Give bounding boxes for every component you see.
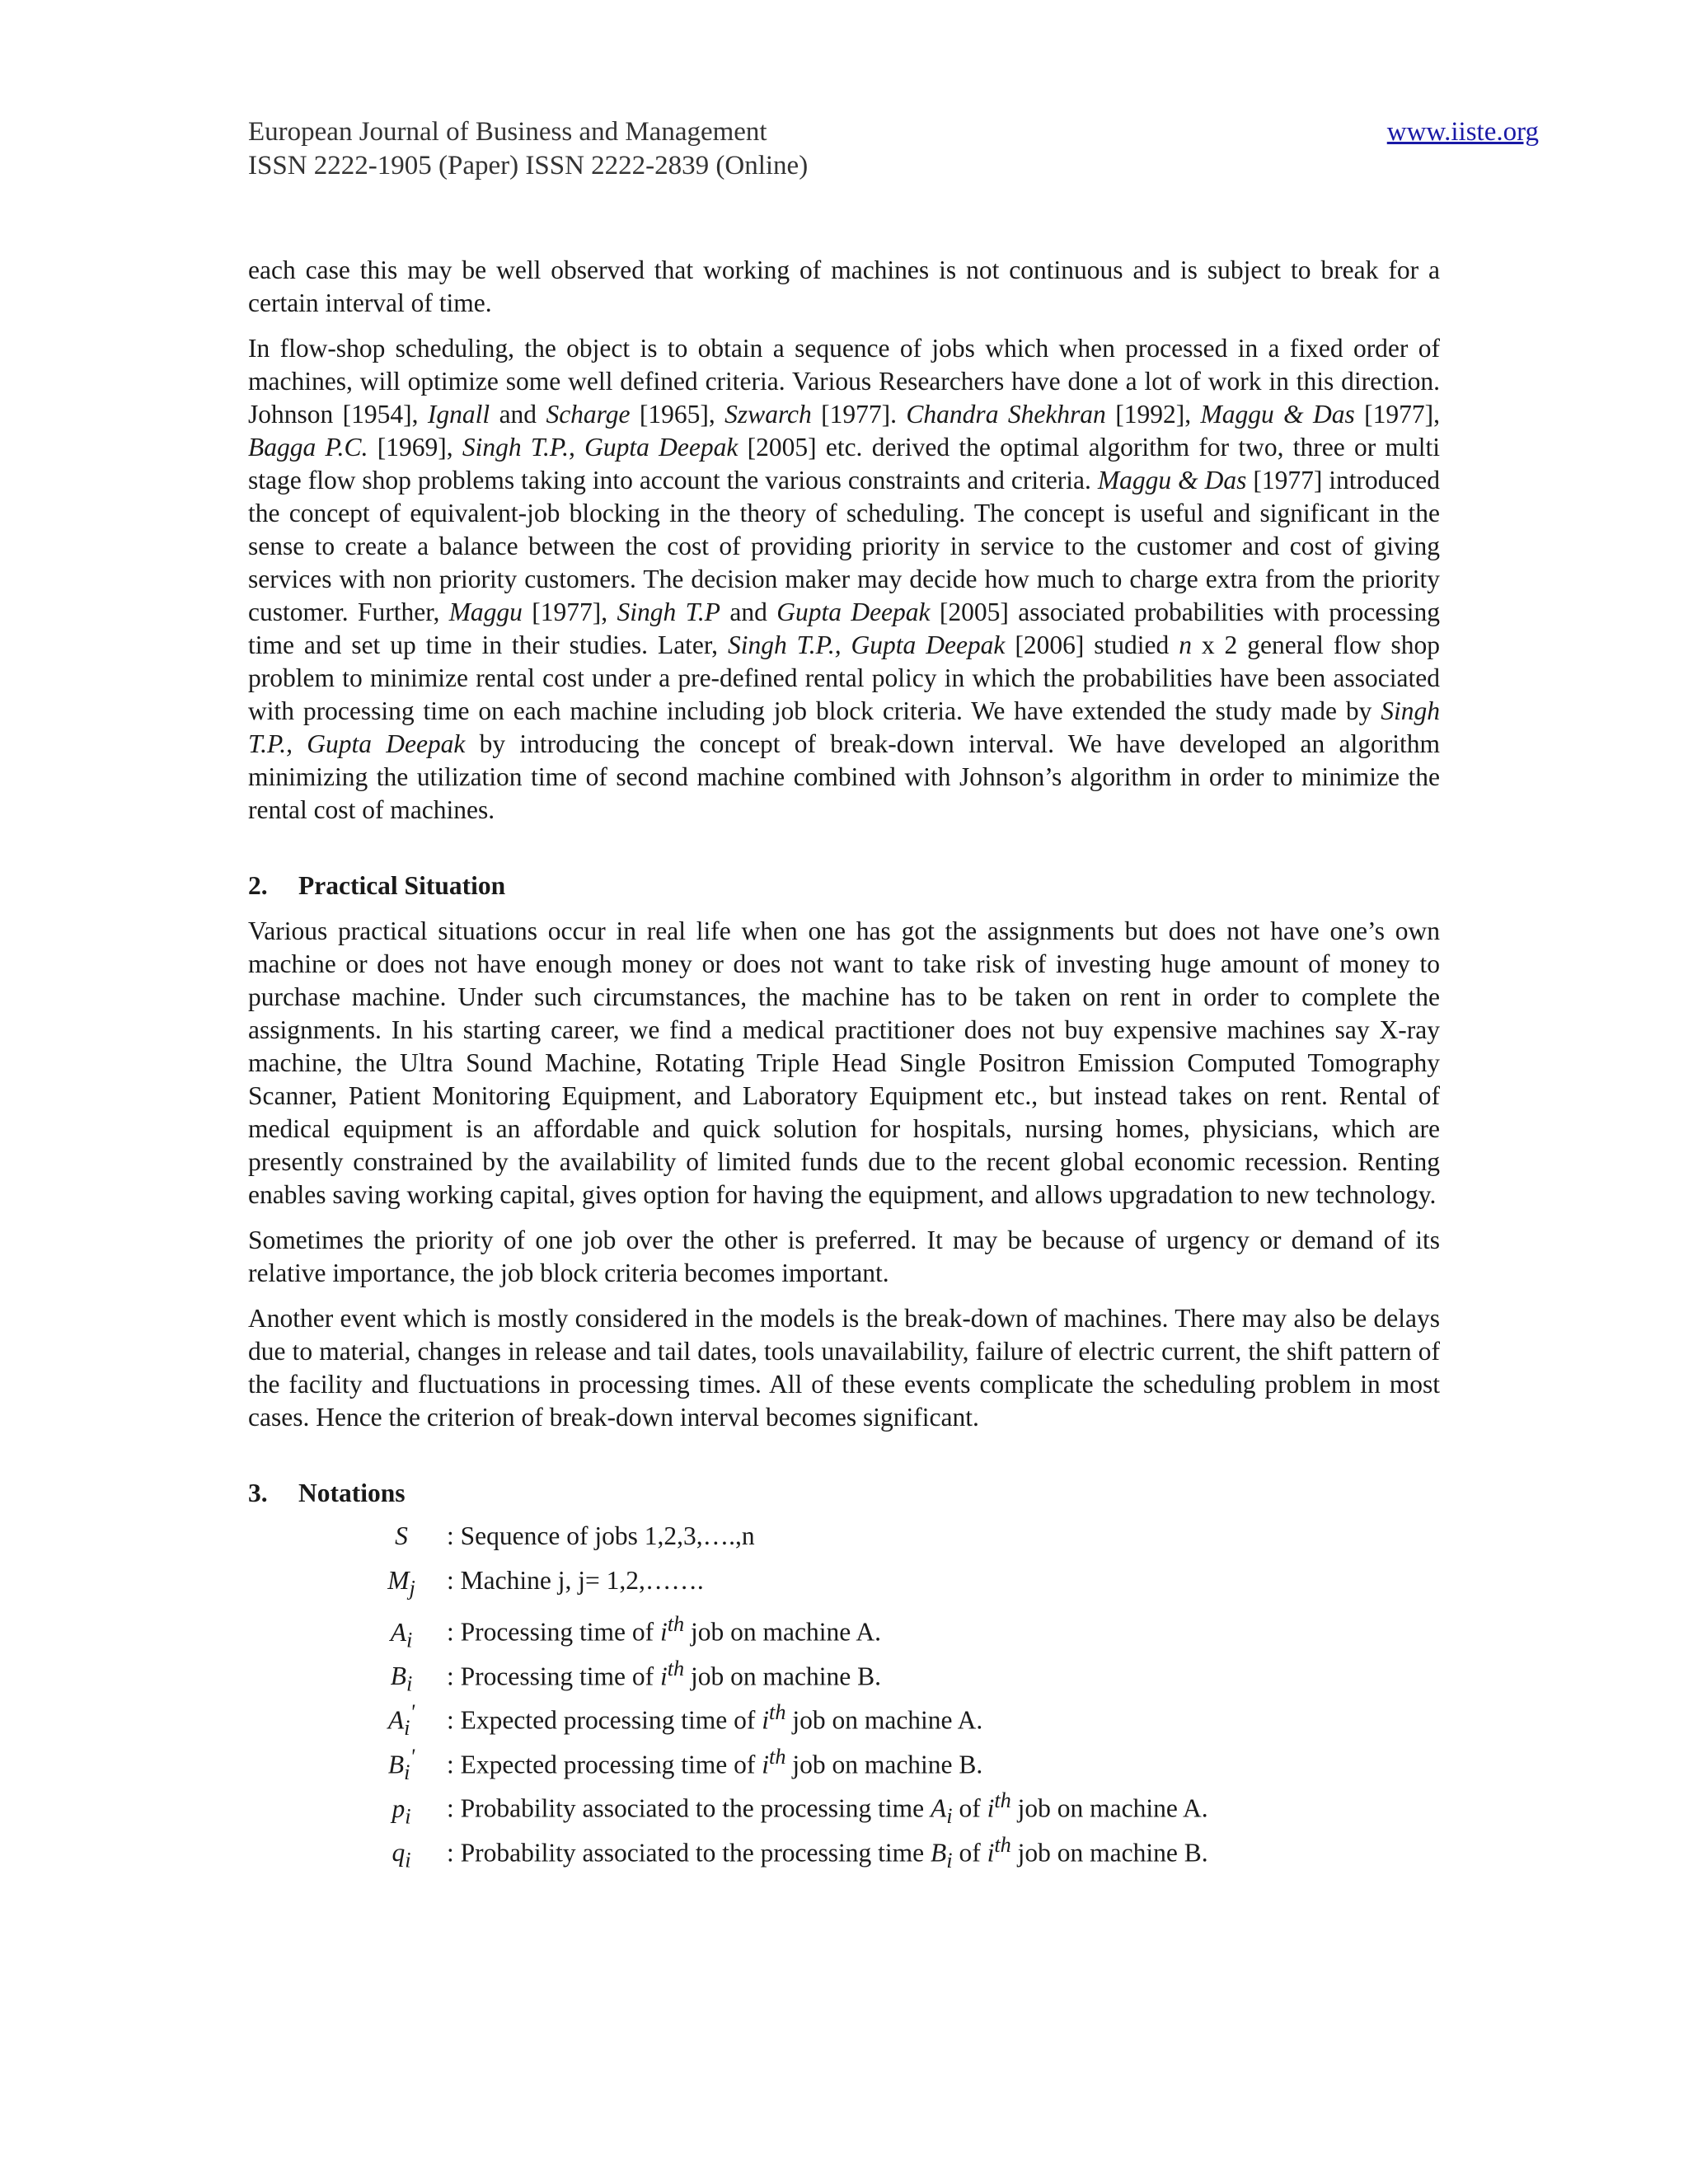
notation-row bbox=[356, 1652, 1440, 1697]
notation-description: : Machine j, j= 1,2,……. bbox=[447, 1565, 704, 1595]
page-header bbox=[248, 115, 1539, 183]
notation-symbol: $B_i'$ bbox=[387, 1744, 415, 1784]
article-body bbox=[248, 254, 1440, 1872]
notation-description: : Expected processing time of $i^{th}$ job on machine B. bbox=[447, 1744, 983, 1779]
notation-symbol: $q_i$ bbox=[392, 1838, 411, 1872]
notation-list bbox=[356, 1520, 1440, 1872]
notation-description: : Probability associated to the processing time $B_i$ of $i^{th}$ job on machine B. bbox=[447, 1832, 1208, 1872]
notation-description: : Sequence of jobs 1,2,3,….,n bbox=[447, 1521, 755, 1550]
notation-row bbox=[356, 1608, 1440, 1652]
notation-symbol: $p_i$ bbox=[392, 1793, 411, 1828]
website-link[interactable]: www.iiste.org bbox=[1386, 117, 1539, 147]
intro-paragraph-2: In flow-shop scheduling, the object is to obtain a sequence of jobs which when processed in a fixed order of machines, will optimize some well defined criteria. Various Researchers have done a lot of work in this direction. Johnson [1954], Ignall and Scharge [1965], Szwarch [1977]. Chandra Shekhran [1992], Maggu & Das [1977], Bagga P.C. [1969], Singh T.P., Gupta Deepak [2005] etc. derived the optimal algorithm for two, three or multi stage flow shop problems taking into account the various constraints and criteria. Maggu & Das [1977] introduced the concept of equivalent-job blocking in the theory of scheduling. The concept is useful and significant in the sense to create a balance between the cost of providing priority in service to the customer and cost of giving services with non priority customers. The decision maker may decide how much to charge extra from the priority customer. Further, Maggu [1977], Singh T.P and Gupta Deepak [2005] associated probabilities with processing time and set up time in their studies. Later, Singh T.P., Gupta Deepak [2006] studied n x 2 general flow shop problem to minimize rental cost under a pre-defined rental policy in which the probabilities have been associated with processing time on each machine including job block criteria. We have extended the study made by Singh T.P., Gupta Deepak by introducing the concept of break-down interval. We have developed an algorithm minimizing the utilization time of second machine combined with Johnson’s algorithm in order to minimize the rental cost of machines. bbox=[248, 334, 1441, 824]
journal-title: European Journal of Business and Management bbox=[248, 117, 767, 147]
notation-symbol: $A_i$ bbox=[390, 1617, 413, 1652]
notation-symbol: S bbox=[395, 1521, 408, 1550]
intro-paragraph-1: each case this may be well observed that working of machines is not continuous and is subject to break for a certain interval of time. bbox=[248, 255, 1440, 317]
notation-symbol: $A_i'$ bbox=[387, 1700, 415, 1740]
notation-row bbox=[356, 1829, 1440, 1873]
section-2-paragraph-2: Sometimes the priority of one job over the other is preferred. It may be because of urgency or demand of its relative importance, the job block criteria becomes important. bbox=[248, 1226, 1440, 1287]
section-2-heading: 2. Practical Situation bbox=[248, 871, 506, 900]
notation-symbol: $B_i$ bbox=[390, 1661, 413, 1696]
notation-row bbox=[356, 1520, 1440, 1564]
notation-description: : Processing time of $i^{th}$ job on machine B. bbox=[447, 1656, 882, 1690]
notation-description: : Expected processing time of $i^{th}$ job on machine A. bbox=[447, 1700, 983, 1735]
notation-description: : Processing time of $i^{th}$ job on machine A. bbox=[447, 1612, 882, 1647]
notation-row bbox=[356, 1741, 1440, 1785]
notation-row bbox=[356, 1564, 1440, 1609]
section-2-paragraph-3: Another event which is mostly considered in the models is the break-down of machines. There may also be delays due to material, changes in release and tail dates, tools unavailability, failure of electric current, the shift pattern of the facility and fluctuations in processing times. All of these events complicate the scheduling problem in most cases. Hence the criterion of break-down interval becomes significant. bbox=[248, 1304, 1440, 1432]
issn-line: ISSN 2222-1905 (Paper) ISSN 2222-2839 (Online) bbox=[248, 151, 809, 180]
notation-row bbox=[356, 1696, 1440, 1741]
section-2-paragraph-1: Various practical situations occur in real life when one has got the assignments but does not have one’s own machine or does not have enough money or does not want to take risk of investing huge amount of money to purchase machine. Under such circumstances, the machine has to be taken on rent in order to complete the assignments. In his starting career, we find a medical practitioner does not buy expensive machines say X-ray machine, the Ultra Sound Machine, Rotating Triple Head Single Positron Emission Computed Tomography Scanner, Patient Monitoring Equipment, and Laboratory Equipment etc., but instead takes on rent. Rental of medical equipment is an affordable and quick solution for hospitals, nursing homes, physicians, which are presently constrained by the availability of limited funds due to the recent global economic recession. Renting enables saving working capital, gives option for having the equipment, and allows upgradation to new technology. bbox=[248, 916, 1440, 1209]
notation-row bbox=[356, 1784, 1440, 1829]
section-3-heading: 3. Notations bbox=[248, 1479, 406, 1507]
notation-description: : Probability associated to the processing time $A_i$ of $i^{th}$ job on machine A. bbox=[447, 1788, 1208, 1828]
notation-symbol: $M_j$ bbox=[387, 1565, 415, 1600]
